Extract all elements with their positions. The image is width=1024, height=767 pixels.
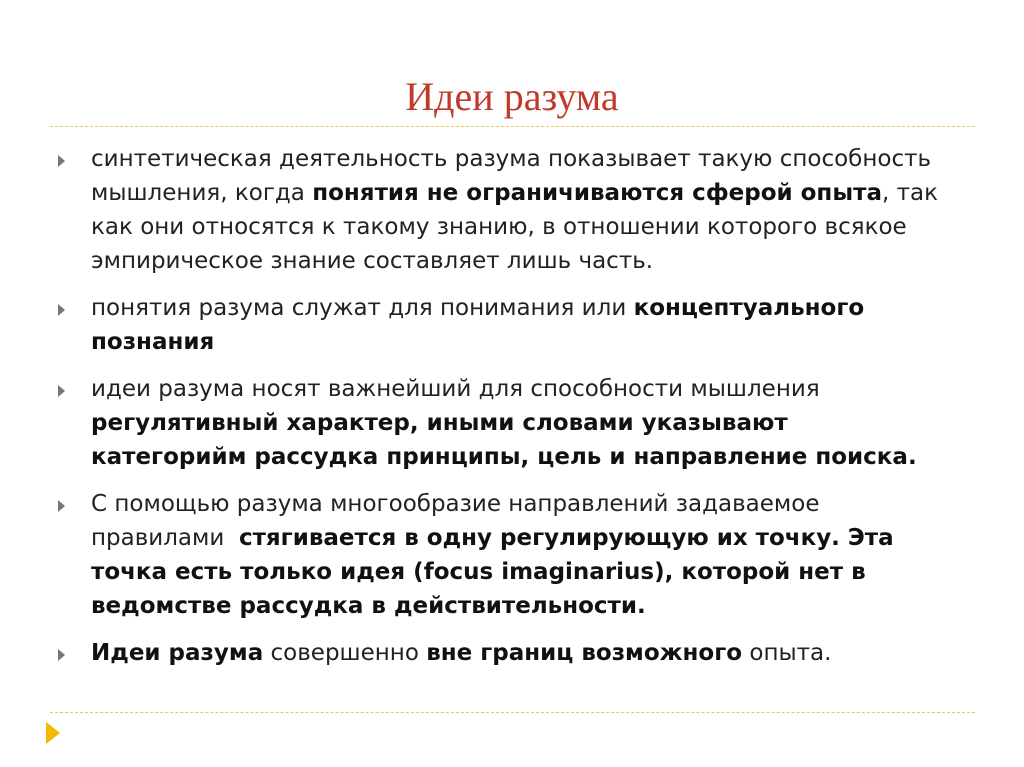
bullet-item xyxy=(58,291,938,359)
footer-divider xyxy=(50,712,975,713)
bullet-arrow-icon xyxy=(58,500,65,512)
text-segment: , так как они относятся к такому знанию, в отношении которого всякое эмпирическое знание составляет лишь часть. xyxy=(91,180,938,274)
bullet-item xyxy=(58,636,938,670)
bullet-list xyxy=(58,142,938,683)
bold-segment: стягивается в одну регулирующую их точку. Эта точка есть только идея (focus imaginarius), которой нет в ведомстве рассудка в действительности. xyxy=(91,525,894,619)
text-segment: понятия разума служат для понимания или xyxy=(91,295,634,321)
bullet-arrow-icon xyxy=(58,385,65,397)
text-segment: синтетическая деятельность разума показывает такую способность мышления, когда xyxy=(91,146,932,206)
bold-segment: Идеи разума xyxy=(91,640,264,666)
bullet-item xyxy=(58,372,938,474)
bullet-text xyxy=(91,487,938,623)
text-segment: С помощью разума многообразие направлений задаваемое правилами xyxy=(91,491,827,551)
bullet-arrow-icon xyxy=(58,155,65,167)
bullet-text xyxy=(91,372,938,474)
bullet-arrow-icon xyxy=(58,649,65,661)
bullet-item xyxy=(58,142,938,278)
bold-segment: регулятивный характер, иными словами указывают категорийм рассудка принципы, цель и направление поиска. xyxy=(91,410,917,470)
text-segment: идеи разума носят важнейший для способности мышления xyxy=(91,376,820,402)
bullet-text xyxy=(91,142,938,278)
slide-title: Идеи разума xyxy=(405,74,619,119)
corner-arrow-icon xyxy=(46,722,60,744)
text-segment: совершенно xyxy=(263,640,427,666)
title-divider xyxy=(50,126,975,127)
bullet-arrow-icon xyxy=(58,304,65,316)
bold-segment: понятия не ограничиваются сферой опыта xyxy=(312,180,882,206)
bullet-item xyxy=(58,487,938,623)
bullet-text xyxy=(91,291,938,359)
bold-segment: концептуального познания xyxy=(91,295,865,355)
bullet-text xyxy=(91,636,938,670)
bold-segment: вне границ возможного xyxy=(426,640,743,666)
text-segment: опыта. xyxy=(742,640,832,666)
